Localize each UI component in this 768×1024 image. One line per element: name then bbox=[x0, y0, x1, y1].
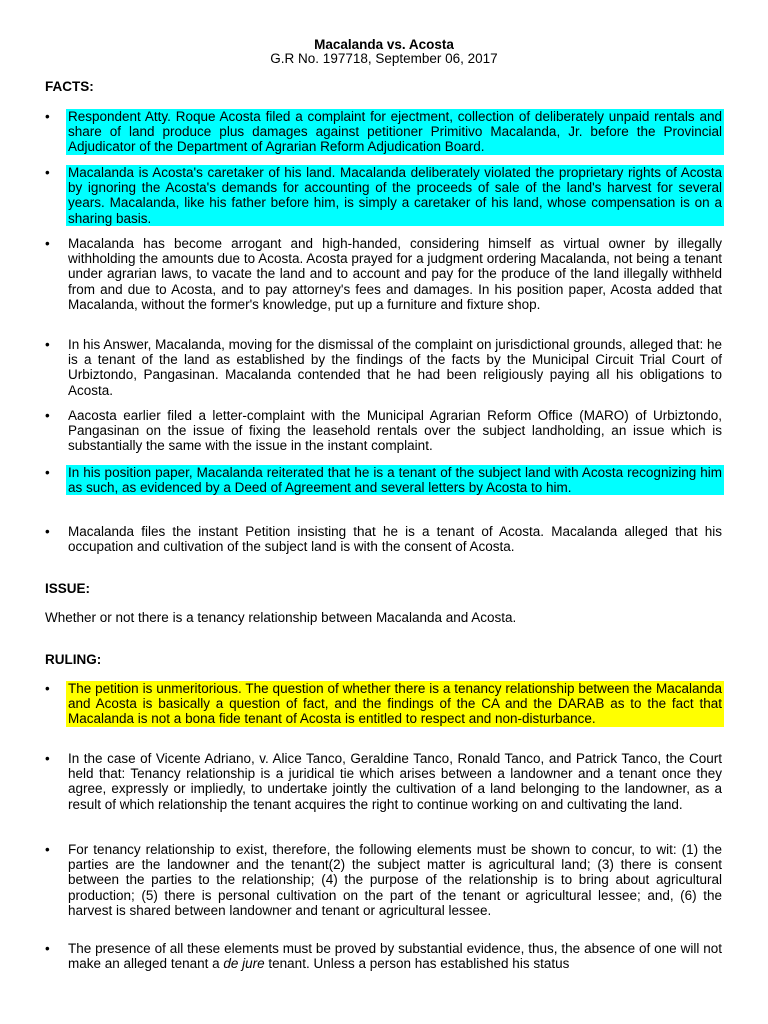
bullet-icon: • bbox=[45, 941, 50, 956]
ruling-bullet-2 bbox=[45, 751, 723, 812]
bullet-icon: • bbox=[45, 165, 50, 180]
facts-bullet-3-text: Macalanda has become arrogant and high-handed, considering himself as virtual owner by illegally withholding the amounts due to Acosta. Acosta prayed for a judgment ordering Macalanda, not being a tenant under agrarian laws, to vacate the land and to account and pay for the produce of the land illegally withheld from and due to Acosta, and to pay attorney's fees and damages. In his position paper, Acosta added that Macalanda, without the former's knowledge, put up a furniture and fixture shop. bbox=[68, 236, 722, 312]
bullet-icon: • bbox=[45, 337, 50, 352]
facts-bullet-6 bbox=[45, 465, 723, 495]
issue-text: Whether or not there is a tenancy relationship between Macalanda and Acosta. bbox=[45, 610, 517, 625]
ruling-bullet-4-text-after: tenant. Unless a person has established his status bbox=[264, 956, 570, 972]
bullet-icon: • bbox=[45, 751, 50, 766]
facts-bullet-4-text: In his Answer, Macalanda, moving for the dismissal of the complaint on jurisdictional grounds, alleged that: he is a tenant of the land as established by the findings of the facts by the Municipal Circuit Trial Court of Urbiztondo, Pangasinan. Macalanda contended that he had been religiously paying all his obligations to Acosta. bbox=[68, 337, 722, 398]
issue-heading: ISSUE: bbox=[45, 581, 91, 596]
bullet-icon: • bbox=[45, 109, 50, 124]
ruling-heading: RULING: bbox=[45, 652, 102, 667]
ruling-bullet-2-text: In the case of Vicente Adriano, v. Alice Tanco, Geraldine Tanco, Ronald Tanco, and Patrick Tanco, the Court held that: Tenancy relationship is a juridical tie which arises between a landowner and a tenant once they agree, expressly or impliedly, to undertake jointly the cultivation of a land belonging to the landowner, as a result of which relationship the tenant acquires the right to continue working on and cultivating the land. bbox=[68, 751, 722, 812]
facts-bullet-2 bbox=[45, 165, 723, 226]
facts-bullet-1-text: Respondent Atty. Roque Acosta filed a complaint for ejectment, collection of deliberately unpaid rentals and share of land produce plus damages against petitioner Primitivo Macalanda, Jr. before the Provincial Adjudicator of the Department of Agrarian Reform Adjudication Board. bbox=[68, 109, 722, 155]
ruling-bullet-4 bbox=[45, 941, 723, 971]
facts-bullet-4 bbox=[45, 337, 723, 398]
facts-bullet-2-text: Macalanda is Acosta's caretaker of his land. Macalanda deliberately violated the proprietary rights of Acosta by ignoring the Acosta's demands for accounting of the proceeds of sale of the land's harvest for several years. Macalanda, like his father before him, is simply a caretaker of his land, whose compensation is on a sharing basis. bbox=[68, 165, 722, 226]
bullet-icon: • bbox=[45, 681, 50, 696]
bullet-icon: • bbox=[45, 465, 50, 480]
facts-bullet-1 bbox=[45, 109, 723, 155]
ruling-bullet-4-text bbox=[68, 941, 722, 971]
facts-bullet-5 bbox=[45, 408, 723, 454]
document-title: Macalanda vs. Acosta bbox=[314, 37, 454, 52]
facts-bullet-7 bbox=[45, 524, 723, 554]
ruling-bullet-1-text: The petition is unmeritorious. The question of whether there is a tenancy relationship between the Macalanda and Acosta is basically a question of fact, and the findings of the CA and the DARAB as to the fact that Macalanda is not a bona fide tenant of Acosta is entitled to respect and non-disturbance. bbox=[68, 681, 722, 727]
facts-bullet-5-text: Aacosta earlier filed a letter-complaint with the Municipal Agrarian Reform Office (MARO) of Urbiztondo, Pangasinan on the issue of fixing the leasehold rentals over the subject landholding, an issue which is substantially the same with the issue in the instant complaint. bbox=[68, 408, 722, 454]
ruling-bullet-4-italic: de jure bbox=[223, 956, 265, 972]
ruling-bullet-4-text-before: The presence of all these elements must be proved by substantial evidence, thus, the absence of one will not make an alleged tenant a bbox=[68, 941, 722, 972]
bullet-icon: • bbox=[45, 408, 50, 423]
facts-heading: FACTS: bbox=[45, 79, 94, 94]
facts-bullet-7-text: Macalanda files the instant Petition insisting that he is a tenant of Acosta. Macalanda alleged that his occupation and cultivation of the subject land is with the consent of Acosta. bbox=[68, 524, 722, 555]
facts-bullet-3 bbox=[45, 236, 723, 312]
ruling-bullet-1 bbox=[45, 681, 723, 727]
ruling-bullet-3 bbox=[45, 842, 723, 918]
facts-bullet-6-text: In his position paper, Macalanda reiterated that he is a tenant of the subject land with Acosta recognizing him as such, as evidenced by a Deed of Agreement and several letters by Acosta to him. bbox=[68, 465, 722, 496]
ruling-bullet-3-text: For tenancy relationship to exist, therefore, the following elements must be shown to concur, to wit: (1) the parties are the landowner and the tenant(2) the subject matter is agricultural land; (3) there is consent between the parties to the relationship; (4) the purpose of the relationship is to bring about agricultural production; (5) there is personal cultivation on the part of the tenant or agricultural lessee; and, (6) the harvest is shared between landowner and tenant or agricultural lessee. bbox=[68, 842, 722, 918]
bullet-icon: • bbox=[45, 524, 50, 539]
bullet-icon: • bbox=[45, 842, 50, 857]
document-subtitle: G.R No. 197718, September 06, 2017 bbox=[270, 51, 498, 66]
bullet-icon: • bbox=[45, 236, 50, 251]
